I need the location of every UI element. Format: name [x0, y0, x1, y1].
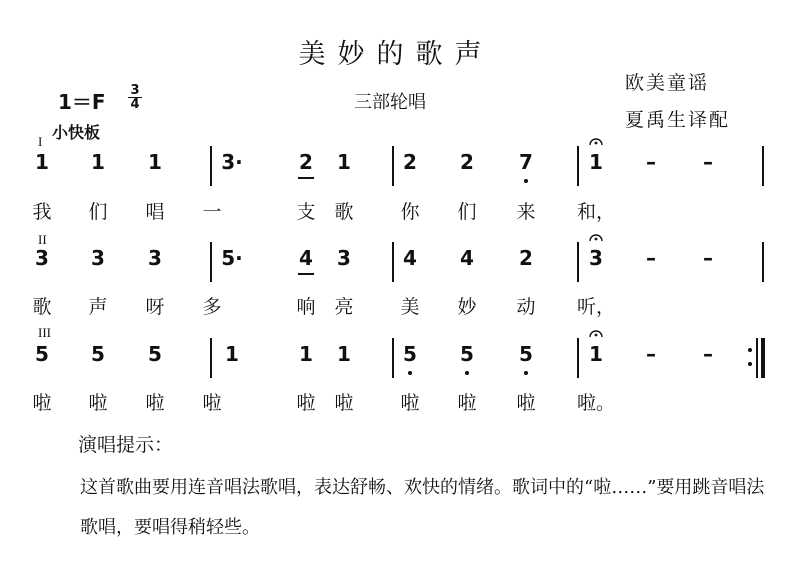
lyric-syllable: 啦 — [88, 392, 108, 414]
lyric-syllable: 呀 — [145, 296, 165, 318]
note: 3 — [91, 246, 105, 270]
note: 2 — [460, 150, 474, 174]
low-octave-dot — [408, 371, 412, 375]
fermata-icon — [589, 134, 603, 148]
lyric-syllable: 啦 — [334, 392, 354, 414]
note: 2 — [519, 246, 533, 270]
lyric-syllable: 啦 — [400, 392, 420, 414]
note: 1 — [35, 150, 49, 174]
note: – — [703, 246, 713, 270]
final-bar — [762, 242, 764, 282]
repeat-dot — [748, 362, 752, 366]
note: 1 — [91, 150, 105, 174]
note: 3 — [589, 246, 603, 270]
note: 5 — [148, 342, 162, 366]
bar-line — [577, 242, 579, 282]
lyric-syllable: 妙 — [457, 296, 477, 318]
tempo-marking: 小快板 — [52, 123, 101, 142]
lyric-syllable: 支 — [296, 201, 316, 223]
note: 1 — [589, 150, 603, 174]
lyric-syllable: 们 — [457, 201, 477, 223]
note: 2 — [403, 150, 417, 174]
repeat-bar-thin — [756, 338, 758, 378]
lyric-syllable: 来 — [516, 201, 536, 223]
bar-line — [577, 146, 579, 186]
lyric-syllable: 啦 — [145, 392, 165, 414]
bar-line — [392, 146, 394, 186]
note: 1 — [225, 342, 239, 366]
key-signature: 1＝F — [58, 90, 106, 114]
note: 3 — [35, 246, 49, 270]
low-octave-dot — [465, 371, 469, 375]
note: 1 — [337, 342, 351, 366]
note: 4 — [403, 246, 417, 270]
lyric-syllable: 啦 — [516, 392, 536, 414]
low-octave-dot — [524, 179, 528, 183]
note: – — [646, 246, 656, 270]
time-sig-top: 3 — [130, 83, 140, 98]
note: 3 — [148, 246, 162, 270]
note: 5· — [221, 246, 243, 270]
bar-line — [210, 338, 212, 378]
note: – — [646, 150, 656, 174]
note: 7 — [519, 150, 533, 174]
note: 5 — [35, 342, 49, 366]
tips-heading: 演唱提示： — [78, 434, 174, 456]
note: 1 — [148, 150, 162, 174]
time-sig-bottom: 4 — [130, 97, 140, 112]
tips-text: 这首歌曲要用连音唱法歌唱，表达舒畅、欢快的情绪。歌词中的“啦……”要用跳音唱法歌唱，要唱得稍轻些。 — [80, 477, 765, 538]
bar-line — [577, 338, 579, 378]
note: – — [703, 150, 713, 174]
lyric-syllable: 啦 — [32, 392, 52, 414]
lyric-syllable: 啦 — [457, 392, 477, 414]
lyric-syllable: 亮 — [334, 296, 354, 318]
note: – — [646, 342, 656, 366]
lyric-syllable: 我 — [32, 201, 52, 223]
low-octave-dot — [524, 371, 528, 375]
lyric-syllable: 响 — [296, 296, 316, 318]
lyric-syllable: 们 — [88, 201, 108, 223]
bar-line — [392, 338, 394, 378]
note: 5 — [519, 342, 533, 366]
lyric-syllable: 一 — [202, 201, 222, 223]
bar-line — [392, 242, 394, 282]
note: 2 — [299, 150, 313, 174]
note: – — [703, 342, 713, 366]
eighth-underline — [298, 273, 314, 275]
lyric-syllable: 和， — [576, 201, 616, 223]
repeat-dot — [748, 348, 752, 352]
note: 1 — [589, 342, 603, 366]
lyric-syllable: 多 — [202, 296, 222, 318]
final-bar — [762, 146, 764, 186]
part-label: I — [38, 134, 43, 149]
note: 4 — [299, 246, 313, 270]
lyric-syllable: 歌 — [334, 201, 354, 223]
eighth-underline — [298, 177, 314, 179]
fermata-icon — [589, 326, 603, 340]
note: 5 — [91, 342, 105, 366]
song-title: 美妙的歌声 — [298, 39, 494, 70]
arranger-credit: 夏禹生译配 — [625, 109, 731, 131]
lyric-syllable: 美 — [400, 296, 420, 318]
lyric-syllable: 唱 — [145, 201, 165, 223]
lyric-syllable: 啦。 — [576, 392, 616, 414]
bar-line — [210, 146, 212, 186]
repeat-bar-thick — [761, 338, 765, 378]
note: 1 — [337, 150, 351, 174]
lyric-syllable: 啦 — [202, 392, 222, 414]
performance-form: 三部轮唱 — [354, 92, 426, 113]
note: 1 — [299, 342, 313, 366]
part-label: II — [38, 232, 47, 247]
part-label: III — [38, 325, 51, 340]
note: 5 — [403, 342, 417, 366]
lyric-syllable: 歌 — [32, 296, 52, 318]
lyric-syllable: 动 — [516, 296, 536, 318]
note: 5 — [460, 342, 474, 366]
note: 4 — [460, 246, 474, 270]
time-signature — [127, 84, 143, 111]
origin-credit: 欧美童谣 — [625, 72, 710, 94]
note: 3· — [221, 150, 243, 174]
lyric-syllable: 啦 — [296, 392, 316, 414]
lyric-syllable: 听， — [576, 296, 616, 318]
bar-line — [210, 242, 212, 282]
note: 3 — [337, 246, 351, 270]
lyric-syllable: 声 — [88, 296, 108, 318]
lyric-syllable: 你 — [400, 201, 420, 223]
fermata-icon — [589, 230, 603, 244]
